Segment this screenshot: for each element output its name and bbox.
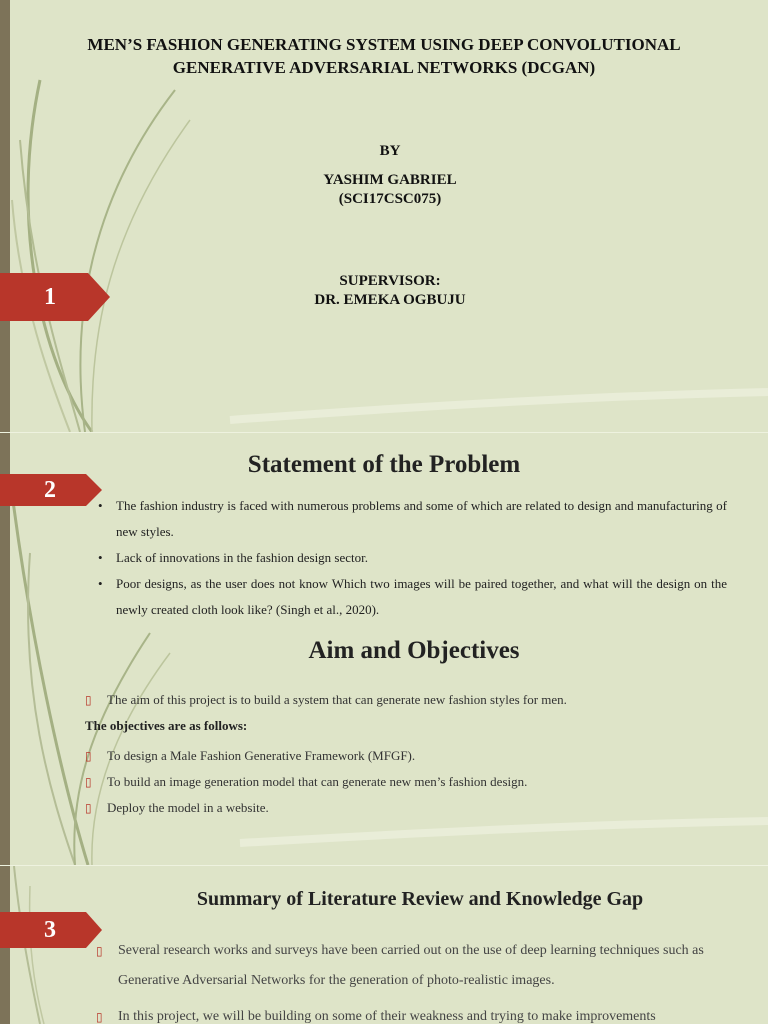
list-item: ▯ In this project, we will be building on some of their weakness and trying to make improvements — [118, 1002, 742, 1024]
by-label: BY — [379, 143, 401, 159]
slide-number-tag — [0, 474, 104, 522]
problem-slide — [0, 433, 768, 865]
author-id: (SCI17CSC075) — [338, 191, 442, 207]
square-bullet-icon: ▯ — [85, 775, 92, 789]
slide-number: 1 — [44, 284, 56, 310]
dot-bullet-icon: • — [98, 550, 103, 565]
title-line-2: GENERATIVE ADVERSARIAL NETWORKS (DCGAN) — [172, 58, 596, 77]
problem-heading: Statement of the Problem — [247, 451, 521, 478]
list-item: ▯ Several research works and surveys have been carried out on the use of deep learning techniques such as Generative Adversarial Networks for the generation of photo-realistic images. — [118, 936, 742, 996]
list-item: ▯ To design a Male Fashion Generative Framework (MFGF). — [107, 743, 747, 769]
slide-number: 2 — [44, 477, 56, 503]
aim-list — [85, 687, 747, 713]
title-line-1: MEN’S FASHION GENERATING SYSTEM USING DEEP CONVOLUTIONAL — [87, 35, 681, 54]
list-item: ▯ To build an image generation model that can generate new men’s fashion design. — [107, 769, 747, 795]
title-slide — [0, 0, 768, 432]
dot-bullet-icon: • — [98, 498, 103, 513]
square-bullet-icon: ▯ — [85, 749, 92, 763]
aim-heading: Aim and Objectives — [308, 637, 520, 664]
objectives-label: The objectives are as follows: — [85, 718, 248, 733]
list-item: • Lack of innovations in the fashion design sector. — [116, 545, 727, 571]
dot-bullet-icon: • — [98, 576, 103, 591]
square-bullet-icon: ▯ — [85, 801, 92, 815]
square-bullet-icon: ▯ — [96, 1010, 103, 1024]
square-bullet-icon: ▯ — [85, 693, 92, 707]
literature-slide — [0, 866, 768, 1024]
objectives-list — [85, 743, 747, 821]
literature-heading: Summary of Literature Review and Knowledge Gap — [196, 888, 644, 910]
list-item: • The fashion industry is faced with numerous problems and some of which are related to design and manufacturing of new styles. — [116, 493, 727, 545]
supervisor-label: SUPERVISOR: — [339, 273, 441, 289]
problem-bullet-list — [98, 493, 727, 623]
slide-number: 3 — [44, 917, 56, 943]
author-name: YASHIM GABRIEL — [323, 172, 457, 188]
list-item: • Poor designs, as the user does not know Which two images will be paired together, and what will the design on the newly created cloth look like? (Singh et al., 2020). — [116, 571, 727, 623]
slide-number-tag — [0, 912, 104, 960]
literature-bullet-list — [96, 936, 742, 1024]
supervisor-name: DR. EMEKA OGBUJU — [314, 292, 466, 308]
list-item: ▯ Deploy the model in a website. — [107, 795, 747, 821]
list-item: ▯ The aim of this project is to build a system that can generate new fashion styles for men. — [107, 687, 747, 713]
square-bullet-icon: ▯ — [96, 944, 103, 958]
slide-number-tag — [0, 273, 112, 321]
